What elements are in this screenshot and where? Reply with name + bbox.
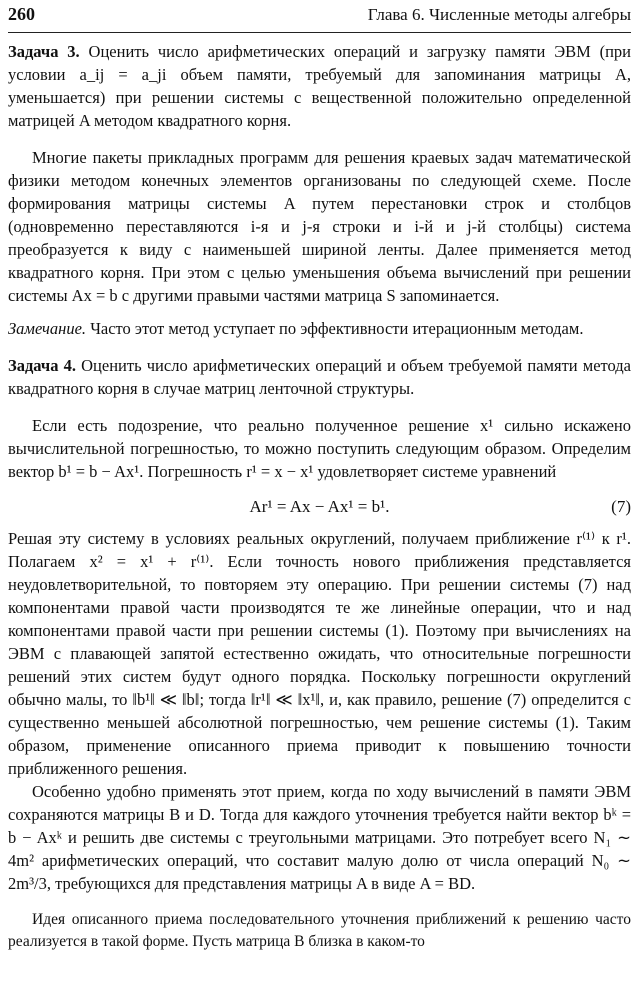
equation-expression: Ar¹ = Ax − Ax¹ = b¹. xyxy=(249,497,390,516)
running-header xyxy=(8,0,631,33)
task4-label: Задача 4. xyxy=(8,356,76,375)
paragraph-convenience: Особенно удобно применять этот прием, когда по ходу вычислений в памяти ЭВМ сохраняются матрицы B и D. Тогда для каждого уточнения требуется найти вектор bᵏ = b − Axᵏ и решить две системы с треугольными матрицами. Это потребует всего N₁ ∼ 4m² арифметических операций, что составит малую долю от числа операций N₀ ∼ 2m³/3, требующихся для представления матрицы A в виде A = BD. xyxy=(8,782,631,893)
task3-label: Задача 3. xyxy=(8,42,80,61)
chapter-title: Глава 6. Численные методы алгебры xyxy=(367,5,631,24)
paragraph-refinement: Если есть подозрение, что реально полученное решение x¹ сильно искажено вычислительной погрешностью, то можно поступить следующим образом. Определим вектор b¹ = b − Ax¹. Погрешность r¹ = x − x¹ удовлетворяет системе уравнений xyxy=(8,416,631,481)
task4-text: Оценить число арифметических операций и объем требуемой памяти метода квадратного корня в случае матриц ленточной структуры. xyxy=(8,356,632,398)
equation-number: (7) xyxy=(611,497,631,516)
task3-text: Оценить число арифметических операций и загрузку памяти ЭВМ (при условии a_ij = a_ji объем памяти, требуемый для запоминания матрицы A, уменьшается) при решении системы с вещественной положительно определенной матрицей A методом квадратного корня. xyxy=(8,42,632,130)
remark-paragraph xyxy=(8,317,631,340)
paragraph-idea: Идея описанного приема последовательного уточнения приближений к решению часто реализуется в такой форме. Пусть матрица B близка в каком-то xyxy=(8,911,631,950)
paragraph-iteration: Решая эту систему в условиях реальных округлений, получаем приближение r⁽¹⁾ к r¹. Полагаем x² = x¹ + r⁽¹⁾. Если точность нового приближения представляется неудовлетворительной, то повторяем эту операцию. При решении системы (7) над компонентами правой части производятся те же линейные операции, что и над компонентами правой части при решении системы (1). Поэтому при вычислениях на ЭВМ с плавающей запятой естественно ожидать, что относительные погрешности решений этих систем будут одного порядка. Поскольку погрешности округлений обычно малы, то ‖b¹‖ ≪ ‖b‖; тогда ‖r¹‖ ≪ ‖x¹‖, и, как правило, решение (7) определится с существенно меньшей абсолютной погрешностью, чем решение системы (1). Таким образом, применение описанного приема приводит к повышению точности приближенного решения. xyxy=(8,529,631,778)
task4-paragraph xyxy=(8,354,631,400)
page-number: 260 xyxy=(8,4,35,24)
task3-paragraph xyxy=(8,40,631,132)
equation-7 xyxy=(8,489,631,523)
remark-text: Часто этот метод уступает по эффективности итерационным методам. xyxy=(90,319,584,338)
page-content xyxy=(8,40,631,953)
remark-label: Замечание. xyxy=(8,319,87,338)
paragraph-packages: Многие пакеты прикладных программ для решения краевых задач математической физики методом конечных элементов организованы по следующей схеме. После формирования матрицы системы A путем перестановки строк и столбцов (одновременно переставляются i-я и j-я строки и i-й и j-й столбцы) система преобразуется к виду с наименьшей шириной ленты. Далее применяется метод квадратного корня. При этом с целью уменьшения объема вычислений при решении системы Ax = b с другими правыми частями матрица S запоминается. xyxy=(8,148,631,305)
